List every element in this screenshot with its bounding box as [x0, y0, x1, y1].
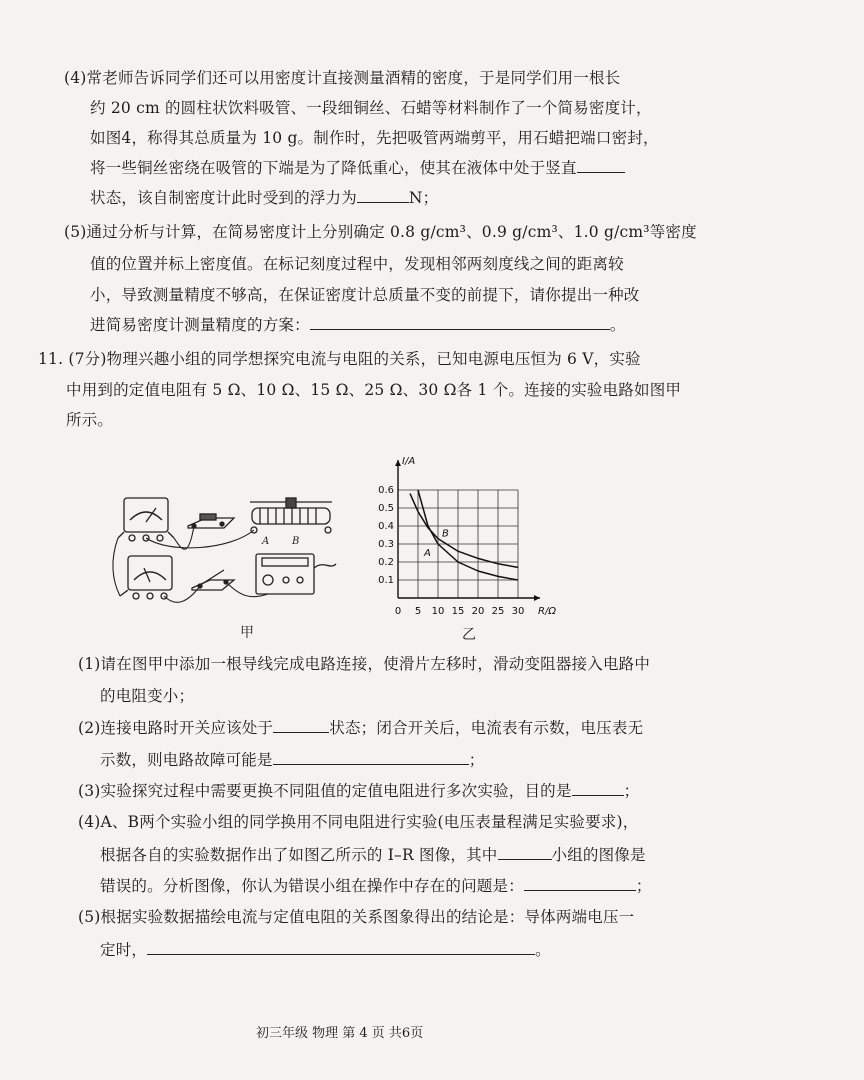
- q10-p5-line4: [90, 315, 626, 335]
- x-axis-arrow: [534, 595, 540, 601]
- q11-p2-line2: [100, 750, 484, 770]
- chart-ticks: [378, 456, 556, 617]
- q11-p3-line1-end: ；: [623, 782, 640, 800]
- q11-p5-line2-text: 定时，: [100, 941, 148, 959]
- q11-p5-line1: (5)根据实验数据描绘电流与定值电阻的关系图象得出的结论是：导体两端电压一: [78, 908, 635, 926]
- y-tick-label: 0.1: [378, 575, 394, 586]
- q10-p5-line3: 小，导致测量精度不够高，在保证密度计总质量不变的前提下，请你提出一种改: [90, 286, 640, 304]
- q11-p5-line2: [100, 940, 551, 960]
- voltmeter-icon: [118, 498, 174, 541]
- q11-p2-line1: [78, 718, 643, 738]
- x-tick-label: 10: [431, 606, 445, 617]
- q11-p1-line1: (1)请在图甲中添加一根导线完成电路连接，使滑片左移时，滑动变阻器接入电路中: [78, 655, 651, 673]
- q11-stem-line3: 所示。: [66, 411, 114, 429]
- x-tick-label: 15: [451, 606, 465, 617]
- x-tick-label: 30: [511, 606, 525, 617]
- x-tick-label: 20: [471, 606, 485, 617]
- resistor-icon: [188, 514, 234, 528]
- x-tick-label: 25: [491, 606, 505, 617]
- page-footer: 初三年级 物理 第 4 页 共6页: [256, 1026, 424, 1041]
- switch-icon: [192, 570, 234, 590]
- q11-p1-line2: 的电阻变小；: [100, 687, 195, 705]
- circuit-figure: [110, 490, 350, 610]
- q10-p5-line4-text: 进简易密度计测量精度的方案：: [90, 316, 310, 334]
- ammeter-icon: [120, 556, 172, 599]
- q11-p4-line2-text: 根据各自的实验数据作出了如图乙所示的 I–R 图像，其中: [100, 846, 498, 864]
- figure-jia-caption: 甲: [240, 625, 254, 641]
- q11-p4-line1: (4)A、B两个实验小组的同学换用不同电阻进行实验(电压表量程满足实验要求)，: [78, 813, 639, 831]
- chart-series: [410, 490, 518, 580]
- y-tick-label: 0.6: [378, 485, 394, 496]
- y-tick-label: 0.3: [378, 539, 394, 550]
- answer-blank[interactable]: [524, 876, 636, 891]
- answer-blank[interactable]: [273, 750, 469, 765]
- answer-blank[interactable]: [577, 158, 625, 173]
- answer-blank[interactable]: [498, 845, 552, 860]
- y-axis-label: I/A: [402, 456, 416, 467]
- q11-p2-line2-text: 示数，则电路故障可能是: [100, 751, 273, 769]
- rheostat-label-b: B: [292, 536, 300, 547]
- q10-p5-line1: (5)通过分析与计算，在简易密度计上分别确定 0.8 g/cm³、0.9 g/cm³、1.0 g/cm³等密度: [64, 223, 697, 241]
- y-tick-label: 0.5: [378, 503, 394, 514]
- answer-blank[interactable]: [310, 315, 610, 330]
- answer-blank[interactable]: [273, 718, 329, 733]
- q10-p5-line4-end: 。: [609, 316, 626, 334]
- power-supply-icon: [256, 554, 336, 594]
- q11-p4-line3-text: 错误的。分析图像，你认为错误小组在操作中存在的问题是：: [100, 877, 524, 895]
- y-axis-arrow: [395, 460, 401, 466]
- q10-p4-line5: [90, 188, 438, 208]
- q10-p4-line4: [90, 158, 625, 178]
- figure-yi-caption: 乙: [462, 627, 476, 643]
- y-tick-label: 0.4: [378, 521, 394, 532]
- q11-p3-line1: [78, 781, 639, 801]
- ir-graph: [368, 448, 568, 628]
- q11-p4-line2: [100, 845, 646, 865]
- answer-blank[interactable]: [572, 781, 624, 796]
- q10-p4-line3: 如图4，称得其总质量为 10 g。制作时，先把吸管两端剪平，用石蜡把端口密封，: [90, 129, 659, 147]
- q11-p2-line2-end: ；: [468, 751, 485, 769]
- connecting-wire: [113, 526, 268, 602]
- q10-p4-line2: 约 20 cm 的圆柱状饮料吸管、一段细铜丝、石蜡等材料制作了一个简易密度计，: [90, 99, 652, 117]
- y-tick-label: 0.2: [378, 557, 394, 568]
- series-line-a: [418, 490, 518, 580]
- q10-p4-line4-text: 将一些铜丝密绕在吸管的下端是为了降低重心，使其在液体中处于竖直: [90, 159, 577, 177]
- q11-p4-line2-rest: 小组的图像是: [551, 846, 646, 864]
- q11-p2-line1-rest: 状态；闭合开关后，电流表有示数，电压表无: [329, 719, 644, 737]
- rheostat-icon: [250, 498, 332, 533]
- series-label-a: A: [424, 548, 431, 559]
- q10-p4-line1: (4)常老师告诉同学们还可以用密度计直接测量酒精的密度，于是同学们用一根长: [64, 69, 621, 87]
- q11-p5-line2-end: 。: [535, 941, 551, 959]
- answer-blank[interactable]: [357, 188, 409, 203]
- x-tick-label: 0: [394, 606, 402, 617]
- q11-p2-line1-text: (2)连接电路时开关应该处于: [78, 719, 274, 737]
- x-tick-label: 5: [414, 606, 422, 617]
- q11-stem-line2: 中用到的定值电阻有 5 Ω、10 Ω、15 Ω、25 Ω、30 Ω各 1 个。连接的实验电路如图甲: [66, 381, 682, 399]
- answer-blank[interactable]: [147, 940, 535, 955]
- rheostat-label-a: A: [262, 536, 270, 547]
- q10-p4-line5-unit: N；: [408, 189, 439, 207]
- q11-p3-line1-text: (3)实验探究过程中需要更换不同阻值的定值电阻进行多次实验，目的是: [78, 782, 572, 800]
- q10-p5-line2: 值的位置并标上密度值。在标记刻度过程中，发现相邻两刻度线之间的距离较: [90, 255, 624, 273]
- q11-p4-line3: [100, 876, 652, 896]
- q11-p4-line3-end: ；: [635, 877, 652, 895]
- x-axis-label: R/Ω: [538, 606, 556, 617]
- q10-p4-line5-text: 状态，该自制密度计此时受到的浮力为: [90, 189, 357, 207]
- q11-stem-line1: 11. (7分)物理兴趣小组的同学想探究电流与电阻的关系，已知电源电压恒为 6 V，实验: [38, 350, 641, 368]
- series-label-b: B: [442, 528, 449, 540]
